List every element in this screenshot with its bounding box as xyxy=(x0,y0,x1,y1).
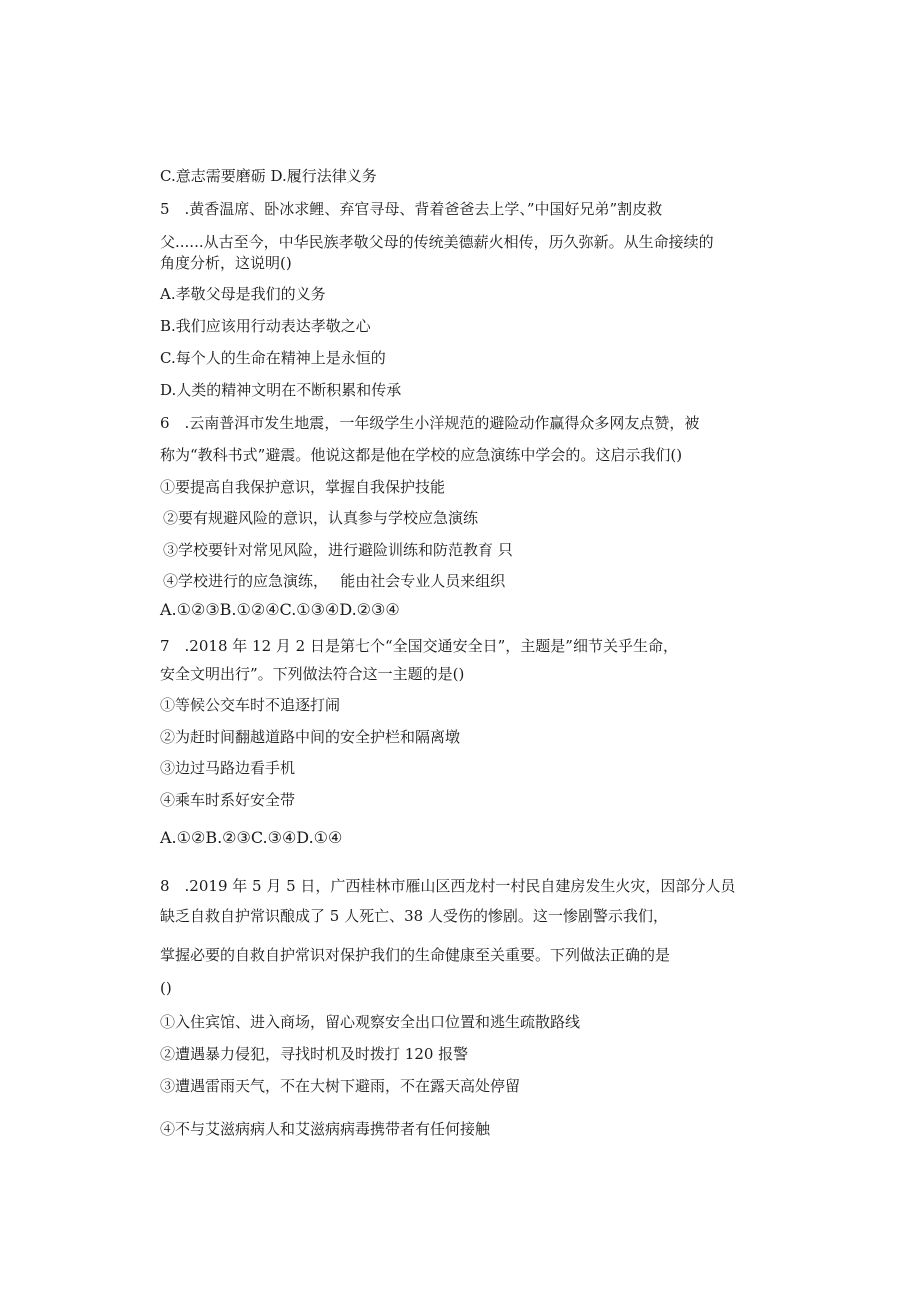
question-6-item-2: ②要有规避风险的意识，认真参与学校应急演练 xyxy=(163,509,479,527)
question-6-item-4: ④学校进行的应急演练， 能由社会专业人员来组织 xyxy=(163,572,506,590)
question-7-item-2: ②为赶时间翻越道路中间的安全护栏和隔离墩 xyxy=(160,728,461,746)
question-7-answer-options: A.①②B.②③C.③④D.①④ xyxy=(160,828,343,847)
question-5-stem-cont: 父......从古至今，中华民族孝敬父母的传统美德薪火相传，历久弥新。从生命接续的 xyxy=(160,233,714,251)
question-8-item-3: ③遭遇雷雨天气，不在大树下避雨，不在露天高处停留 xyxy=(160,1077,521,1095)
question-5-stem: 5 .黄香温席、卧冰求鲤、弃官寻母、背着爸爸去上学、”中国好兄弟”割皮救 xyxy=(160,200,663,218)
question-6-stem: 6 .云南普洱市发生地震，一年级学生小洋规范的避险动作赢得众多网友点赞，被 xyxy=(160,414,700,432)
question-8-item-2: ②遭遇暴力侵犯，寻找时机及时拨打 120 报警 xyxy=(160,1045,469,1063)
question-8-stem-end: () xyxy=(160,979,172,997)
question-5-option-d: D.人类的精神文明在不断积累和传承 xyxy=(160,381,402,399)
question-8-stem: 8 .2019 年 5 月 5 日，广西桂林市雁山区西龙村一村民自建房发生火灾，因部分人员 xyxy=(160,877,736,895)
question-7-stem: 7 .2018 年 12 月 2 日是第七个“全国交通安全日”，主题是”细节关乎生命， xyxy=(160,637,678,655)
question-7-item-1: ①等候公交车时不追逐打闹 xyxy=(160,696,341,714)
question-7-item-4: ④乘车时系好安全带 xyxy=(160,791,296,809)
question-6-item-3: ③学校要针对常见风险，进行避险训练和防范教育 只 xyxy=(163,541,513,559)
question-7-item-3: ③边过马路边看手机 xyxy=(160,759,296,777)
question-5-option-b: B.我们应该用行动表达孝敬之心 xyxy=(160,317,371,335)
option-c-d-line: C.意志需要磨砺 D.履行法律义务 xyxy=(160,167,377,185)
question-6-answer-options: A.①②③B.①②④C.①③④D.②③④ xyxy=(160,600,400,619)
question-5-stem-end: 角度分析，这说明() xyxy=(160,254,292,272)
question-8-stem-cont: 缺乏自救自护常识酿成了 5 人死亡、38 人受伤的惨剧。这一惨剧警示我们， xyxy=(160,907,668,925)
question-5-option-c: C.每个人的生命在精神上是永恒的 xyxy=(160,349,386,367)
question-8-stem-cont-2: 掌握必要的自救自护常识对保护我们的生命健康至关重要。下列做法正确的是 xyxy=(160,946,671,964)
question-8-item-4: ④不与艾滋病病人和艾滋病病毒携带者有任何接触 xyxy=(160,1120,491,1138)
question-8-item-1: ①入住宾馆、进入商场，留心观察安全出口位置和逃生疏散路线 xyxy=(160,1013,581,1031)
question-7-stem-cont: 安全文明出行”。下列做法符合这一主题的是() xyxy=(160,665,465,683)
question-6-stem-cont: 称为“教科书式”避震。他说这都是他在学校的应急演练中学会的。这启示我们() xyxy=(160,446,683,464)
question-6-item-1: ①要提高自我保护意识，掌握自我保护技能 xyxy=(160,478,446,496)
question-5-option-a: A.孝敬父母是我们的义务 xyxy=(160,285,326,303)
